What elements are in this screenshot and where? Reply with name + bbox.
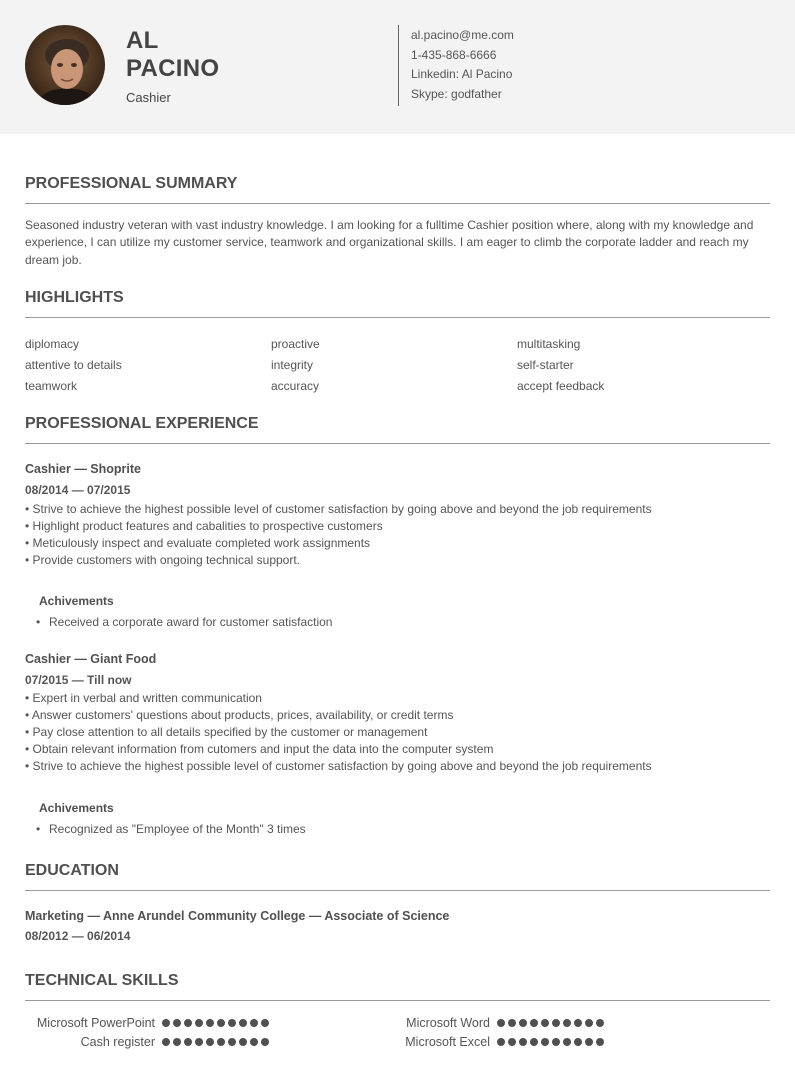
resume-header [0,0,795,134]
rating-dot-icon [596,1038,604,1046]
bullet-dot-icon: • [36,822,41,836]
highlight-item: attentive to details [25,358,122,372]
rating-dot-icon [261,1019,269,1027]
rating-dot-icon [206,1038,214,1046]
rating-dot-icon [239,1038,247,1046]
job-title: Cashier [126,90,171,105]
rating-dot-icon [519,1038,527,1046]
section-title-highlights: HIGHLIGHTS [25,289,124,306]
contact-email[interactable]: al.pacino@me.com [411,28,514,42]
job-bullet: • Pay close attention to all details specified by the customer or management [25,725,428,739]
rating-dot-icon [239,1019,247,1027]
highlight-item: diplomacy [25,337,80,351]
rating-dot-icon [552,1019,560,1027]
rating-dot-icon [228,1019,236,1027]
section-rule [25,890,770,891]
achievement-item [36,615,332,629]
job-heading: Cashier — Giant Food [25,652,157,666]
bullet-dot-icon: • [36,615,41,629]
job-bullet: • Obtain relevant information from cutomers and input the data into the computer system [25,742,494,756]
rating-dot-icon [574,1038,582,1046]
profile-photo [25,25,105,105]
profile-photo-image [25,25,105,105]
job-bullet: • Strive to achieve the highest possible level of customer satisfaction by going above and beyond the job requirements [25,759,652,773]
rating-dot-icon [173,1038,181,1046]
education-dates: 08/2012 — 06/2014 [25,929,131,943]
rating-dot-icon [563,1019,571,1027]
rating-dot-icon [530,1038,538,1046]
job-dates: 07/2015 — Till now [25,673,132,687]
achievements-title: Achivements [39,801,114,815]
skill-name: Microsoft PowerPoint [36,1016,155,1030]
rating-dot-icon [261,1038,269,1046]
contact-linkedin[interactable]: Linkedin: Al Pacino [411,67,513,82]
rating-dot-icon [497,1038,505,1046]
job-bullet: • Expert in verbal and written communication [25,691,262,705]
rating-dot-icon [250,1038,258,1046]
rating-dot-icon [184,1038,192,1046]
achievement-text: Received a corporate award for customer satisfaction [49,615,333,629]
rating-dot-icon [217,1038,225,1046]
job-bullet: • Provide customers with ongoing technical support. [25,553,301,567]
contact-phone[interactable]: 1-435-868-6666 [411,47,497,62]
skill-name: Microsoft Excel [405,1035,490,1049]
summary-text: Seasoned industry veteran with vast industry knowledge. I am looking for a fulltime Cashier position where, along with my knowledge and experience, I can utilize my customer service, teamwork and organizational skills. I am eager to climb the corporate ladder and reach my dream job. [25,218,754,267]
skill-name: Microsoft Word [406,1016,490,1030]
section-rule [25,443,770,444]
skill-rating [497,1038,607,1048]
skill-rating [162,1019,272,1029]
rating-dot-icon [195,1019,203,1027]
rating-dot-icon [217,1019,225,1027]
rating-dot-icon [585,1019,593,1027]
rating-dot-icon [596,1019,604,1027]
section-rule [25,317,770,318]
rating-dot-icon [519,1019,527,1027]
rating-dot-icon [173,1019,181,1027]
rating-dot-icon [541,1019,549,1027]
job-dates: 08/2014 — 07/2015 [25,483,131,497]
highlight-item: integrity [271,358,314,372]
highlight-item: accept feedback [517,379,605,393]
job-bullet: • Answer customers' questions about products, prices, availability, or credit terms [25,708,454,722]
rating-dot-icon [250,1019,258,1027]
rating-dot-icon [552,1038,560,1046]
rating-dot-icon [195,1038,203,1046]
rating-dot-icon [497,1019,505,1027]
contact-divider [398,25,399,106]
rating-dot-icon [206,1019,214,1027]
highlight-item: self-starter [517,358,574,372]
section-rule [25,203,770,204]
rating-dot-icon [541,1038,549,1046]
job-heading: Cashier — Shoprite [25,462,141,476]
skill-rating [162,1038,272,1048]
skill-rating [497,1019,607,1029]
highlight-item: teamwork [25,379,78,393]
achievements-title: Achivements [39,594,114,608]
section-title-experience: PROFESSIONAL EXPERIENCE [25,415,259,432]
section-title-skills: TECHNICAL SKILLS [25,972,179,989]
highlight-item: multitasking [517,337,581,351]
highlight-item: accuracy [271,379,320,393]
rating-dot-icon [184,1019,192,1027]
highlight-item: proactive [271,337,320,351]
rating-dot-icon [530,1019,538,1027]
job-bullet: • Highlight product features and cabalities to prospective customers [25,519,383,533]
rating-dot-icon [563,1038,571,1046]
job-bullet: • Strive to achieve the highest possible level of customer satisfaction by going above and beyond the job requirements [25,502,652,516]
job-bullet: • Meticulously inspect and evaluate completed work assignments [25,536,371,550]
education-heading: Marketing — Anne Arundel Community College — Associate of Science [25,909,450,923]
section-title-education: EDUCATION [25,862,119,879]
skill-name: Cash register [80,1035,155,1049]
rating-dot-icon [162,1019,170,1027]
section-rule [25,1000,770,1001]
first-name: AL [126,27,159,54]
rating-dot-icon [585,1038,593,1046]
section-title-summary: PROFESSIONAL SUMMARY [25,175,238,192]
last-name: PACINO [126,55,220,82]
contact-skype[interactable]: Skype: godfather [411,87,502,102]
achievement-text: Recognized as "Employee of the Month" 3 times [49,822,306,836]
rating-dot-icon [228,1038,236,1046]
rating-dot-icon [162,1038,170,1046]
job-bullets [25,501,652,569]
job-bullets [25,690,652,775]
achievement-item [36,822,306,836]
rating-dot-icon [574,1019,582,1027]
contact-info [411,27,514,106]
rating-dot-icon [508,1019,516,1027]
rating-dot-icon [508,1038,516,1046]
